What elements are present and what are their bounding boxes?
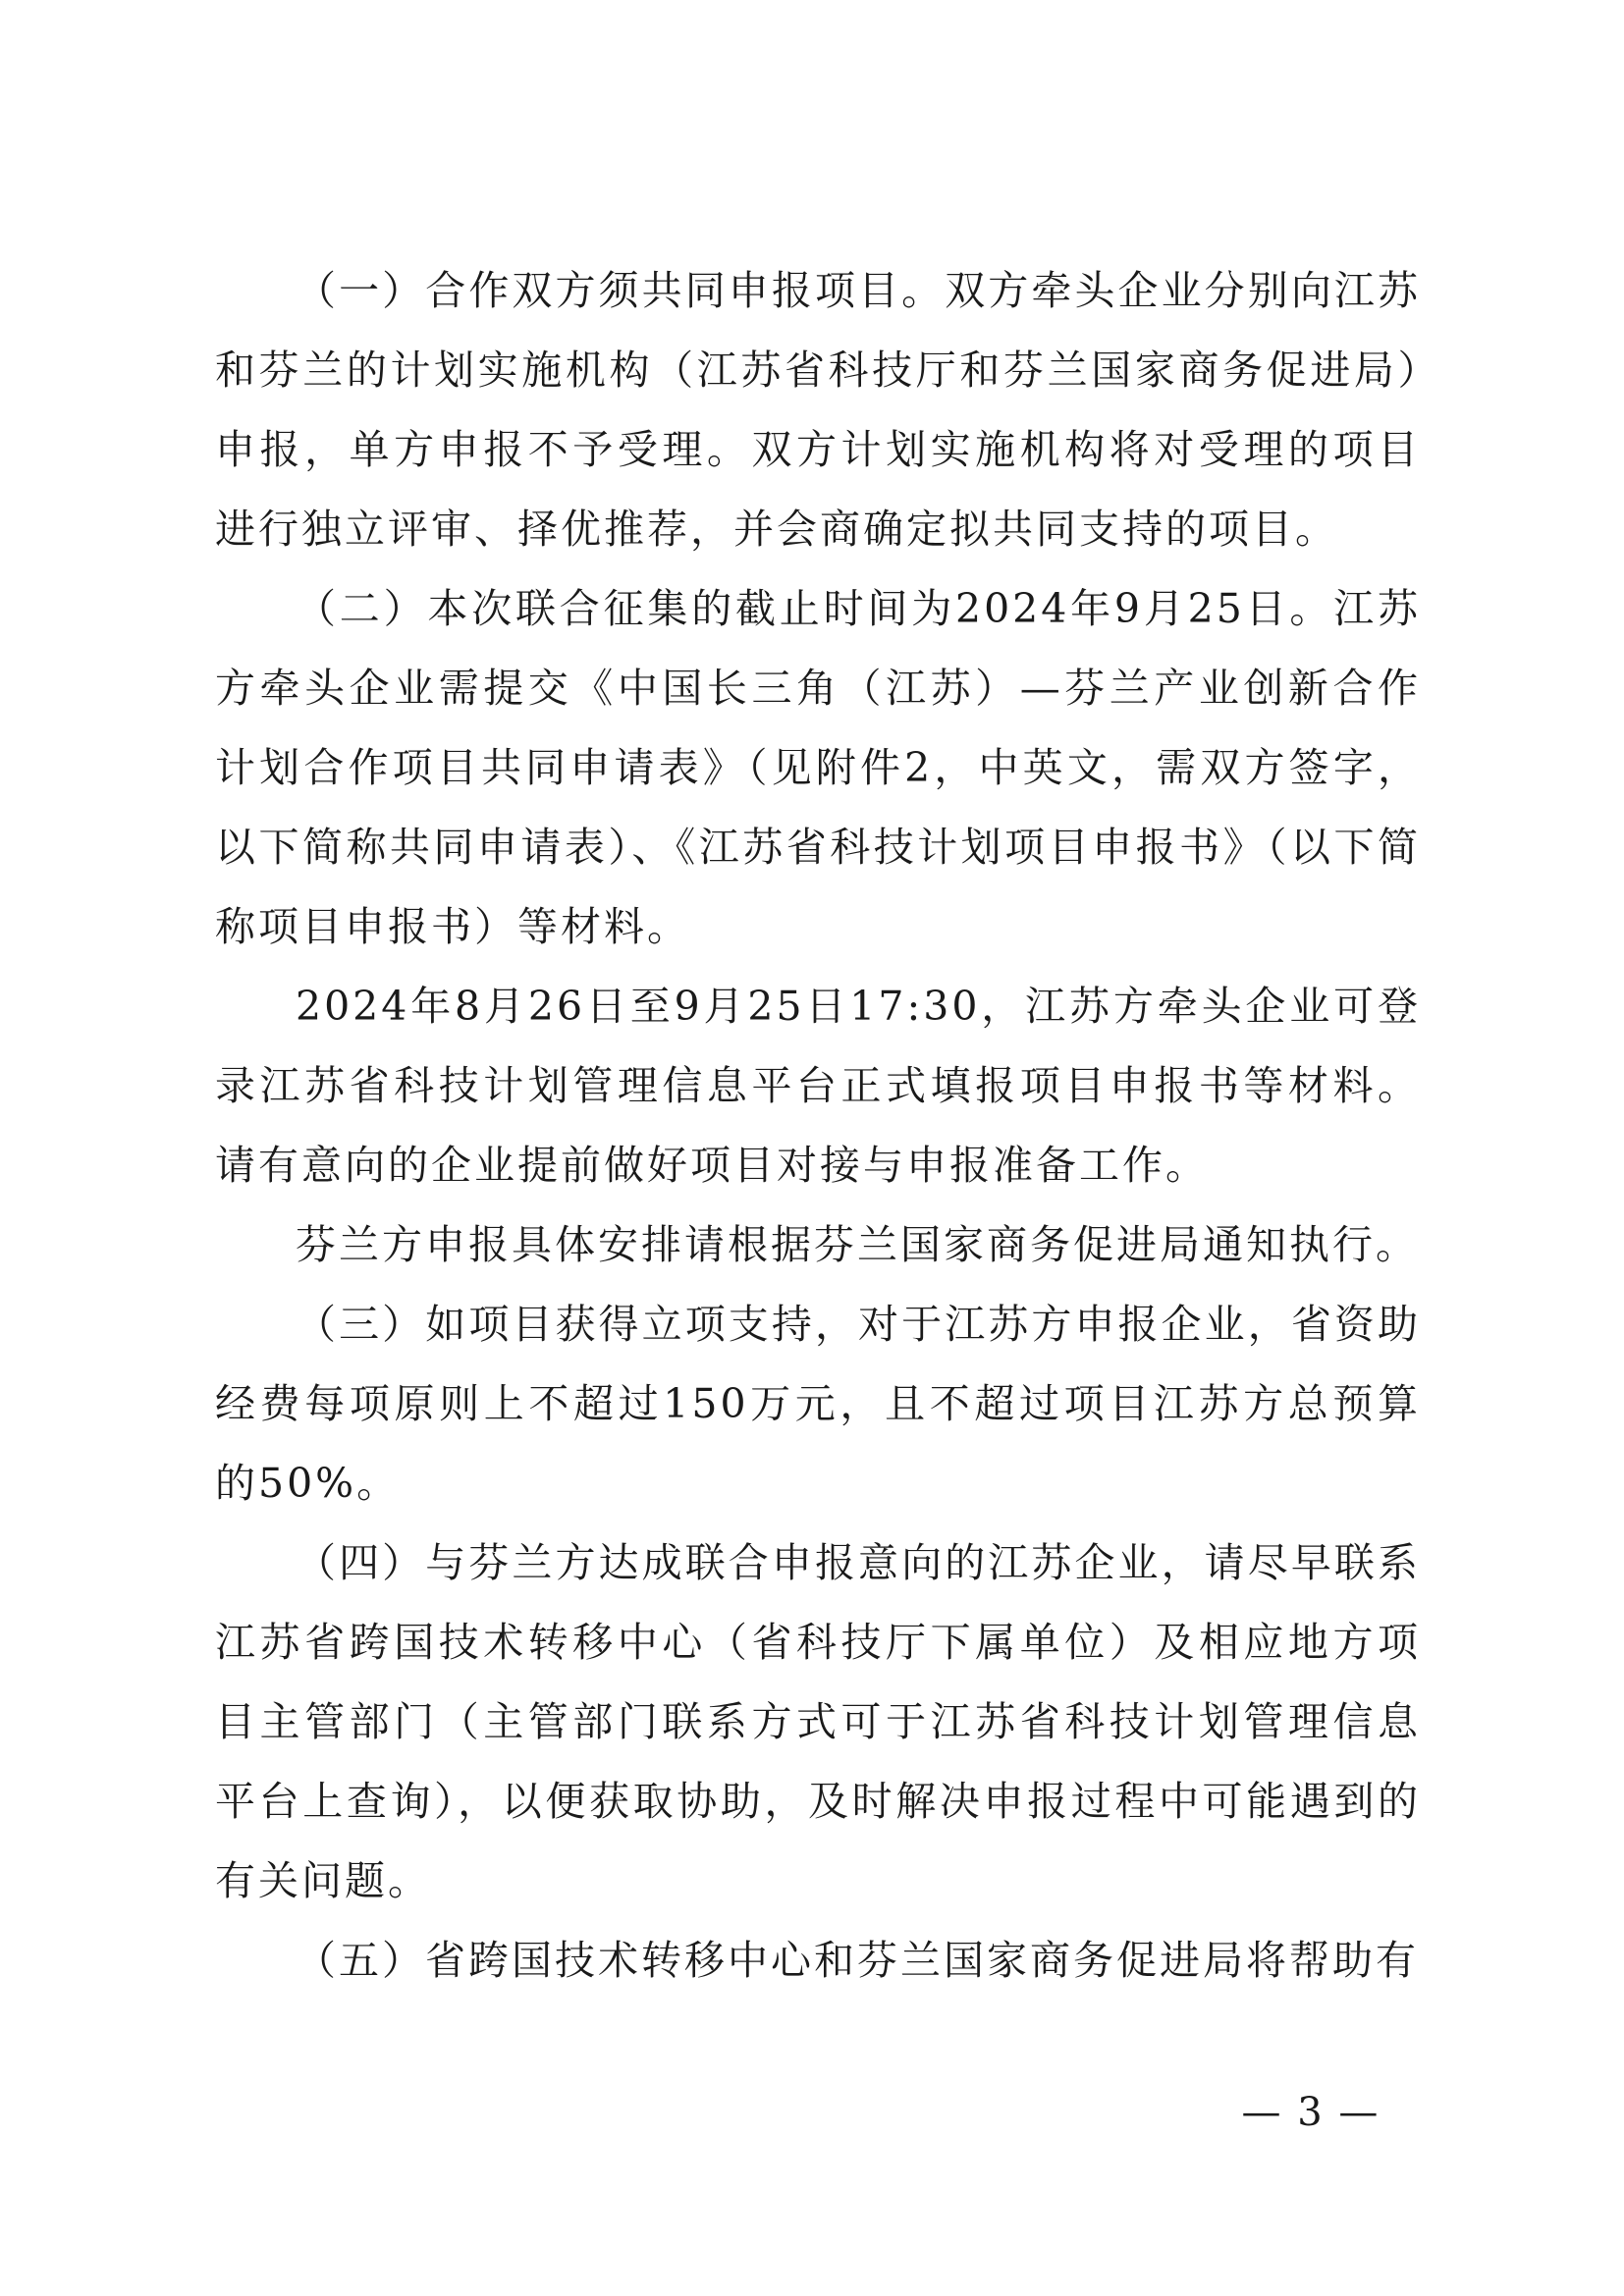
paragraph-funding: （三）如项目获得立项支持，对于江苏方申报企业，省资助经费每项原则上不超过150万元，且不超过项目江苏方总预算的50%。 bbox=[215, 1301, 1421, 1507]
paragraph-assistance: （五）省跨国技术转移中心和芬兰国家商务促进局将帮助有 bbox=[296, 1937, 1419, 1984]
paragraph-joint-application: （一）合作双方须共同申报项目。双方牵头企业分别向江苏和芬兰的计划实施机构（江苏省科技厅和芬兰国家商务促进局）申报，单方申报不予受理。双方计划实施机构将对受理的项目进行独立评审、择优推荐，并会商确定拟共同支持的项目。 bbox=[215, 267, 1421, 553]
page-number: — 3 — bbox=[1241, 2090, 1380, 2135]
paragraph-online-submission: 2024年8月26日至9月25日17:30，江苏方牵头企业可登录江苏省科技计划管理信息平台正式填报项目申报书等材料。请有意向的企业提前做好项目对接与申报准备工作。 bbox=[215, 983, 1421, 1189]
paragraph-contact: （四）与芬兰方达成联合申报意向的江苏企业，请尽早联系江苏省跨国技术转移中心（省科技厅下属单位）及相应地方项目主管部门（主管部门联系方式可于江苏省科技计划管理信息平台上查询），以便获取协助，及时解决申报过程中可能遇到的有关问题。 bbox=[215, 1539, 1421, 1904]
body-text bbox=[215, 251, 1421, 2001]
paragraph-deadline: （二）本次联合征集的截止时间为2024年9月25日。江苏方牵头企业需提交《中国长三角（江苏）—芬兰产业创新合作计划合作项目共同申请表》（见附件2，中英文，需双方签字，以下简称共同申请表）、《江苏省科技计划项目申报书》（以下简称项目申报书）等材料。 bbox=[215, 585, 1421, 950]
paragraph-finland-arrangement: 芬兰方申报具体安排请根据芬兰国家商务促进局通知执行。 bbox=[296, 1221, 1419, 1268]
